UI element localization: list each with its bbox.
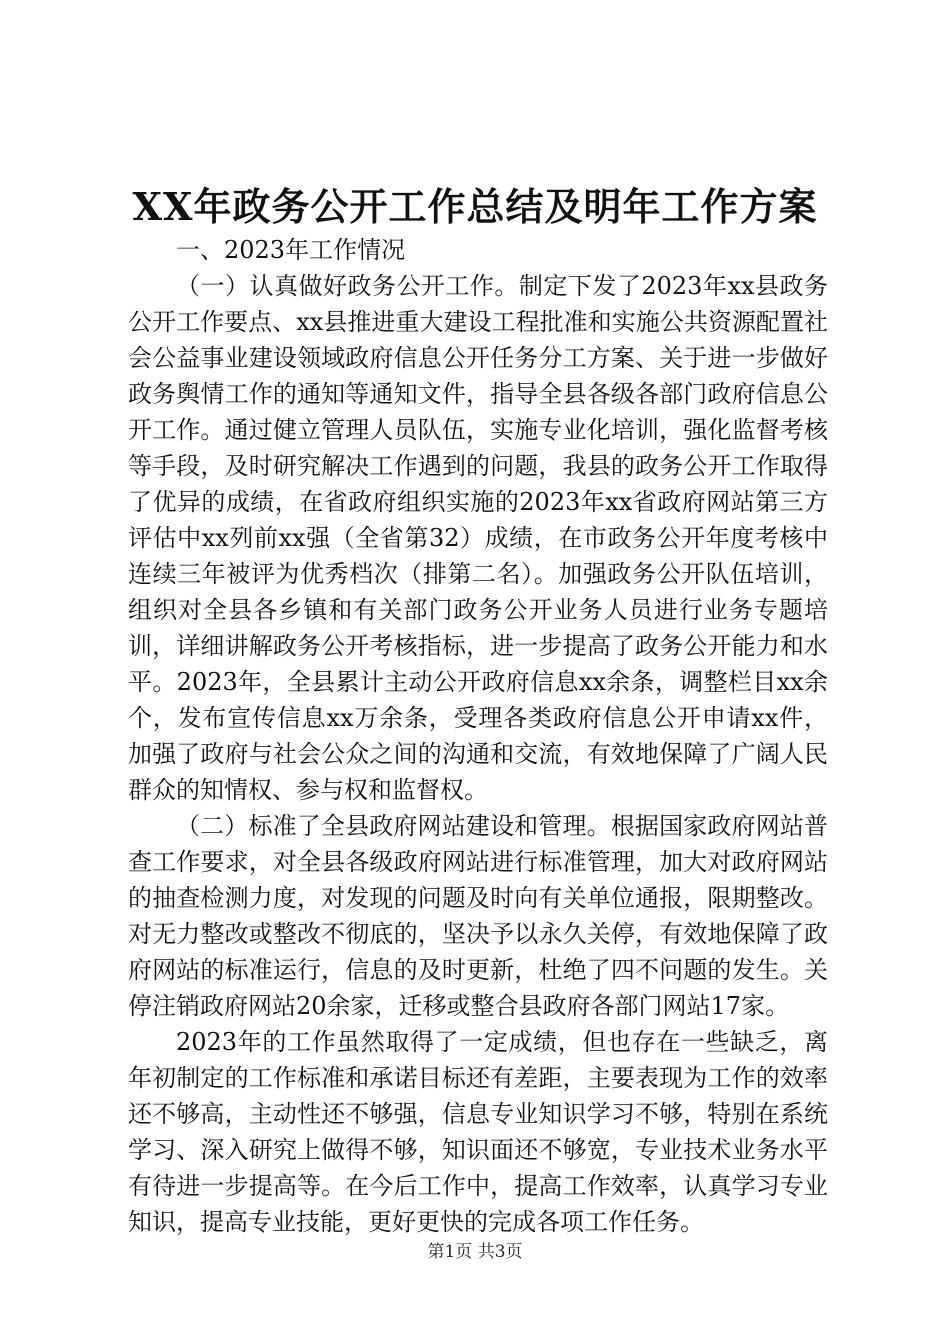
page-footer: 第1页 共3页: [427, 1242, 523, 1262]
section-heading: 一、2023年工作情况: [176, 236, 406, 264]
document-body: [128, 232, 828, 1240]
paragraph-3: 2023年的工作虽然取得了一定成绩，但也存在一些缺乏，离年初制定的工作标准和承诺目标还有差距，主要表现为工作的效率还不够高，主动性还不够强，信息专业知识学习不够，特别在系统学习、深入研究上做得不够，知识面还不够宽，专业技术业务水平有待进一步提高等。在今后工作中，提高工作效率，认真学习专业知识，提高专业技能，更好更快的完成各项工作任务。: [128, 1028, 828, 1236]
paragraph-1: （一）认真做好政务公开工作。制定下发了2023年xx县政务公开工作要点、xx县推进重大建设工程批准和实施公共资源配置社会公益事业建设领域政府信息公开任务分工方案、关于进一步做好政务舆情工作的通知等通知文件，指导全县各级各部门政府信息公开工作。通过健立管理人员队伍，实施专业化培训，强化监督考核等手段，及时研究解决工作遇到的问题，我县的政务公开工作取得了优异的成绩，在省政府组织实施的2023年xx省政府网站第三方评估中xx列前xx强（全省第32）成绩，在市政务公开年度考核中连续三年被评为优秀档次（排第二名）。加强政务公开队伍培训，组织对全县各乡镇和有关部门政务公开业务人员进行业务专题培训，详细讲解政务公开考核指标，进一步提高了政务公开能力和水平。2023年，全县累计主动公开政府信息xx余条，调整栏目xx余个，发布宣传信息xx万余条，受理各类政府信息公开申请xx件，加强了政府与社会公众之间的沟通和交流，有效地保障了广阔人民群众的知情权、参与权和监督权。: [128, 272, 828, 804]
paragraph-2: （二）标准了全县政府网站建设和管理。根据国家政府网站普查工作要求，对全县各级政府网站进行标准管理，加大对政府网站的抽查检测力度，对发现的问题及时向有关单位通报，限期整改。对无力整改或整改不彻底的，坚决予以永久关停，有效地保障了政府网站的标准运行，信息的及时更新，杜绝了四不问题的发生。关停注销政府网站20余家，迁移或整合县政府各部门网站17家。: [128, 812, 828, 1020]
document-title: XX年政务公开工作总结及明年工作方案: [132, 184, 818, 229]
